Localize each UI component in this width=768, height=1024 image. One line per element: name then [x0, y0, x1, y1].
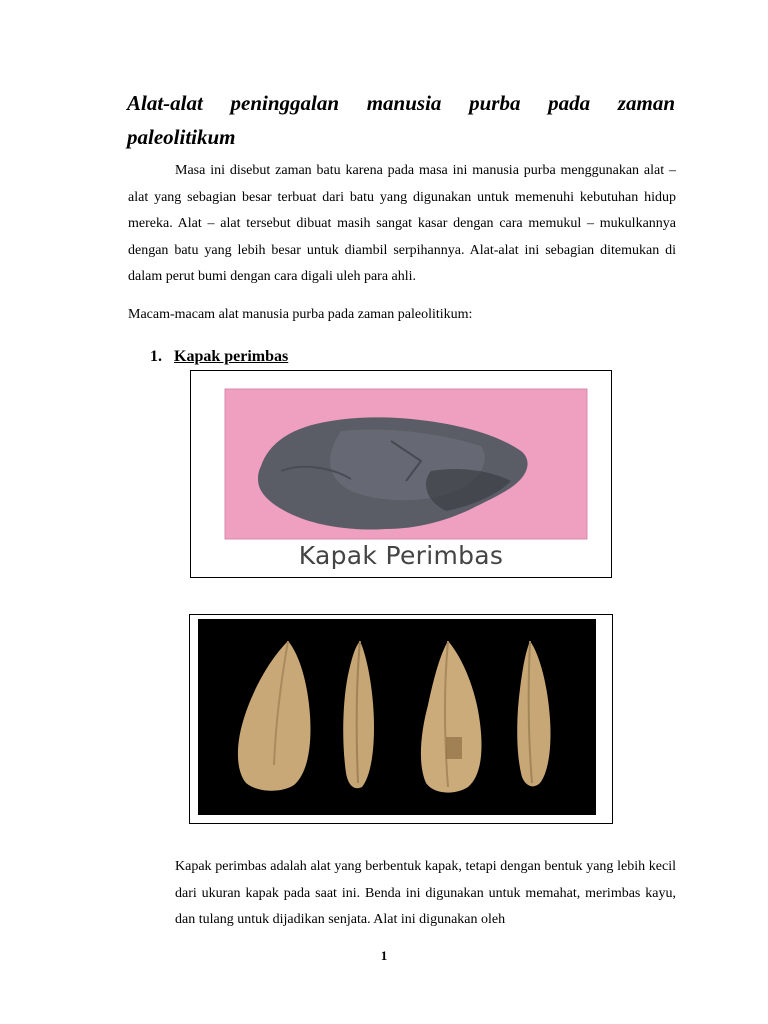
- section-title: Kapak perimbas: [174, 348, 289, 365]
- intro-line: Macam-macam alat manusia purba pada zaman paleolitikum:: [128, 307, 473, 322]
- document-title: Alat-alat peninggalan manusia purba pada zaman paleolitikum: [127, 91, 675, 149]
- hand-axes-photo: [190, 615, 612, 823]
- section-number: 1.: [150, 348, 162, 365]
- figure-caption: Kapak Perimbas: [298, 541, 504, 570]
- paragraph-1: Masa ini disebut zaman batu karena pada masa ini manusia purba menggunakan alat – alat yang sebagian besar terbuat dari batu yang digunakan untuk memenuhi kebutuhan hidup mereka. Alat – alat tersebut dibuat masih sangat kasar dengan cara memukul – mukulkannya dengan batu yang lebih besar untuk diambil serpihannya. Alat-alat ini sebagian ditemukan di dalam perut bumi dengan cara digali uleh para ahli.: [128, 163, 676, 284]
- paragraph-2: Kapak perimbas adalah alat yang berbentuk kapak, tetapi dengan bentuk yang lebih kecil dari ukuran kapak pada saat ini. Benda ini digunakan untuk memahat, merimbas kayu, dan tulang untuk dijadikan senjata. Alat ini digunakan oleh: [175, 859, 676, 927]
- figure-hand-axes: [189, 614, 613, 824]
- page-number: 1: [380, 948, 388, 963]
- section-heading: [150, 348, 288, 366]
